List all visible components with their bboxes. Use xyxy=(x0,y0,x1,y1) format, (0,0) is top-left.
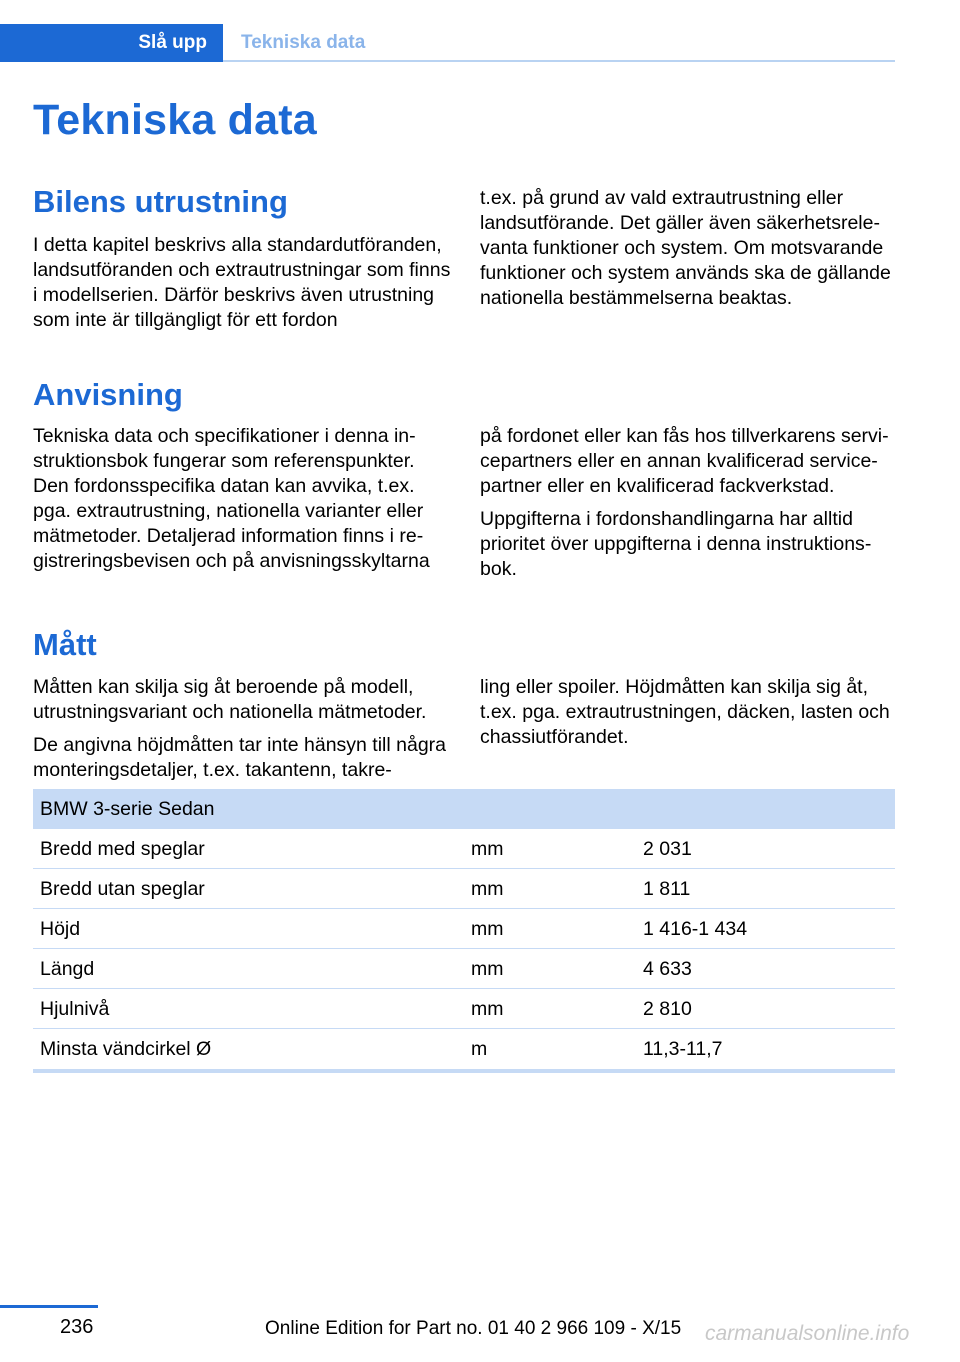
row-value: 1 416-1 434 xyxy=(643,918,748,940)
row-value: 2 810 xyxy=(643,998,692,1020)
table-bottom-rule xyxy=(33,1069,895,1073)
section-heading-equipment: Bilens utrustning xyxy=(33,184,288,219)
dimensions-text-left xyxy=(33,675,453,791)
table-row xyxy=(33,949,895,989)
paragraph: Tekniska data och specifikationer i denna instruktionsbok fungerar som referenspunkter. Den fordonsspecifika datan kan avvika, t.ex. pga. extrautrustning, nationella varianter eller mätmetoder. Detaljerad information finns i registreringsbevisen och på anvisningsskyltarna xyxy=(33,425,430,572)
section-heading-dimensions: Mått xyxy=(33,627,97,662)
row-label: Längd xyxy=(40,958,95,980)
row-unit: mm xyxy=(471,918,504,940)
row-unit: mm xyxy=(471,838,504,860)
row-label: Höjd xyxy=(40,918,81,940)
row-label: Bredd med speglar xyxy=(40,838,205,860)
row-value: 4 633 xyxy=(643,958,692,980)
row-unit: mm xyxy=(471,998,504,1020)
paragraph: på fordonet eller kan fås hos tillverkarens servicepartners eller en annan kvalificerad servicepartner eller en kvalificerad fackverkstad. xyxy=(480,425,889,497)
row-unit: mm xyxy=(471,958,504,980)
table-row xyxy=(33,829,895,869)
paragraph: Uppgifterna i fordonshandlingarna har alltid prioritet över uppgifterna i denna instruktionsbok. xyxy=(480,508,872,580)
paragraph: De angivna höjdmåtten tar inte hänsyn till några monteringsdetaljer, t.ex. takantenn, takre- xyxy=(33,734,447,781)
table-row xyxy=(33,1029,895,1069)
header-divider xyxy=(223,60,895,62)
notice-text-left xyxy=(33,424,453,582)
paragraph: I detta kapitel beskrivs alla standardutföranden, landsutföranden och extrautrustningar som finns i modellserien. Därför beskrivs även utrustning som inte är tillgängligt för ett fordon xyxy=(33,234,451,331)
section-heading-notice: Anvisning xyxy=(33,377,183,412)
page-title: Tekniska data xyxy=(33,96,317,144)
paragraph: t.ex. på grund av vald extrautrustning eller landsutförande. Det gäller även säkerhetsrelevanta funktioner och system. Om motsvarande funktioner och system används ska de gällande nationella bestämmelserna beaktas. xyxy=(480,187,891,309)
equipment-text-right xyxy=(480,186,898,319)
page-number: 236 xyxy=(60,1316,94,1338)
row-unit: m xyxy=(471,1038,488,1060)
row-value: 11,3-11,7 xyxy=(643,1038,723,1060)
dimensions-text-right xyxy=(480,675,898,758)
table-row xyxy=(33,909,895,949)
table-header: BMW 3-serie Sedan xyxy=(33,789,895,829)
notice-text-right xyxy=(480,424,898,590)
page-header xyxy=(0,24,895,62)
table-row xyxy=(33,989,895,1029)
row-label: Minsta vändcirkel Ø xyxy=(40,1038,212,1060)
breadcrumb[interactable]: Tekniska data xyxy=(241,32,366,53)
lookup-tab[interactable]: Slå upp xyxy=(0,24,223,62)
row-value: 2 031 xyxy=(643,838,692,860)
table-row xyxy=(33,869,895,909)
row-value: 1 811 xyxy=(643,878,691,900)
equipment-text-left xyxy=(33,233,453,341)
paragraph: ling eller spoiler. Höjdmåtten kan skilja sig åt, t.ex. pga. extrautrustningen, däcken, lasten och chassiutförandet. xyxy=(480,676,890,748)
row-label: Hjulnivå xyxy=(40,998,110,1020)
footer-rule xyxy=(0,1305,98,1308)
row-label: Bredd utan speglar xyxy=(40,878,205,900)
edition-text: Online Edition for Part no. 01 40 2 966 109 - X/15 xyxy=(265,1318,682,1339)
dimensions-table xyxy=(33,789,895,1073)
paragraph: Måtten kan skilja sig åt beroende på modell, utrustningsvariant och nationella mätmetoder. xyxy=(33,676,427,723)
row-unit: mm xyxy=(471,878,504,900)
watermark-text: carmanualsonline.info xyxy=(705,1322,910,1345)
